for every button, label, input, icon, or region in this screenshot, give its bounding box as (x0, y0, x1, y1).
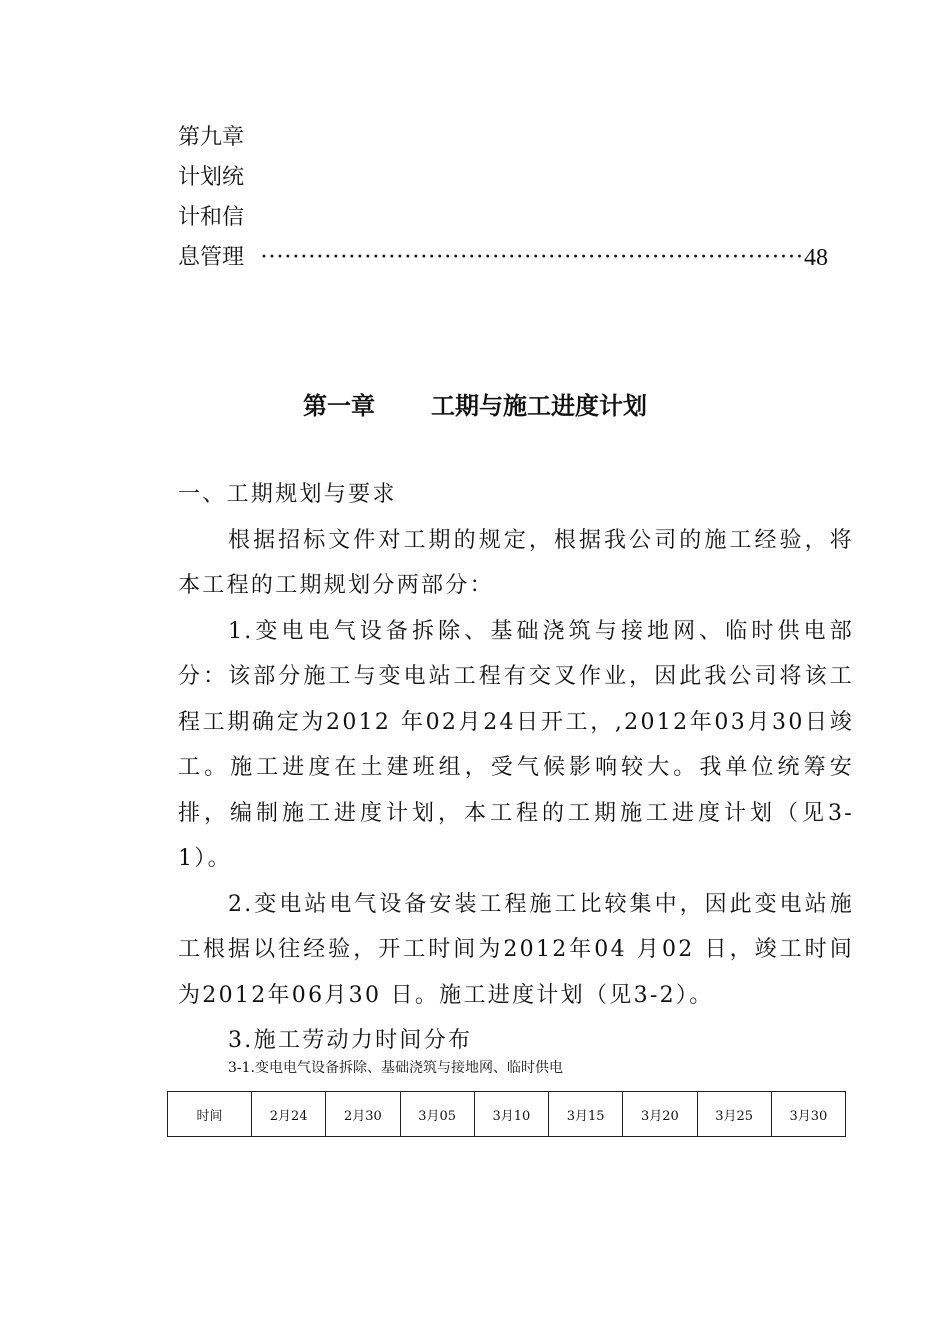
table-cell: 2月30 (326, 1092, 400, 1137)
chapter-number: 第一章 (303, 392, 375, 420)
section-heading: 一、工期规划与要求 (178, 482, 397, 507)
table-cell: 3月15 (549, 1092, 623, 1137)
chapter-body (178, 472, 854, 1064)
table-cell: 时间 (168, 1092, 252, 1137)
paragraph-item-3: 3.施工劳动力时间分布 (228, 1028, 473, 1053)
paragraph-item-1: 1.变电电气设备拆除、基础浇筑与接地网、临时供电部分：该部分施工与变电站工程有交叉作业，因此我公司将该工程工期确定为2012 年02月24日开工，,2012年03月30日竣工。施工进度在土建班组，受气候影响较大。我单位统筹安排，编制施工进度计划，本工程的工期施工进度计划（见3-1）。 (178, 618, 854, 871)
schedule-table (167, 1091, 846, 1137)
toc-leader-dots: ···································································· (260, 245, 804, 270)
chapter-heading (0, 386, 950, 426)
toc-entry-title: 第九章 计划统计和信息管理 (178, 125, 245, 270)
paragraph-intro: 根据招标文件对工期的规定，根据我公司的施工经验，将本工程的工期规划分两部分： (178, 527, 854, 598)
table-cell: 3月10 (474, 1092, 548, 1137)
table-cell: 3月30 (771, 1092, 845, 1137)
table-cell: 3月05 (400, 1092, 474, 1137)
paragraph-item-2: 2.变电站电气设备安装工程施工比较集中，因此变电站施工根据以往经验，开工时间为2012年04 月02 日，竣工时间为2012年06月30 日。施工进度计划（见3-2）。 (178, 891, 854, 1008)
table-cell: 3月25 (697, 1092, 771, 1137)
table-cell: 3月20 (623, 1092, 697, 1137)
toc-page-number: 48 (804, 245, 828, 271)
table-row (168, 1092, 846, 1137)
chapter-title: 工期与施工进度计划 (431, 392, 647, 420)
toc-entry[interactable] (178, 118, 828, 278)
table-cell: 2月24 (252, 1092, 326, 1137)
table-caption: 3-1.变电电气设备拆除、基础浇筑与接地网、临时供电 (228, 1060, 563, 1076)
